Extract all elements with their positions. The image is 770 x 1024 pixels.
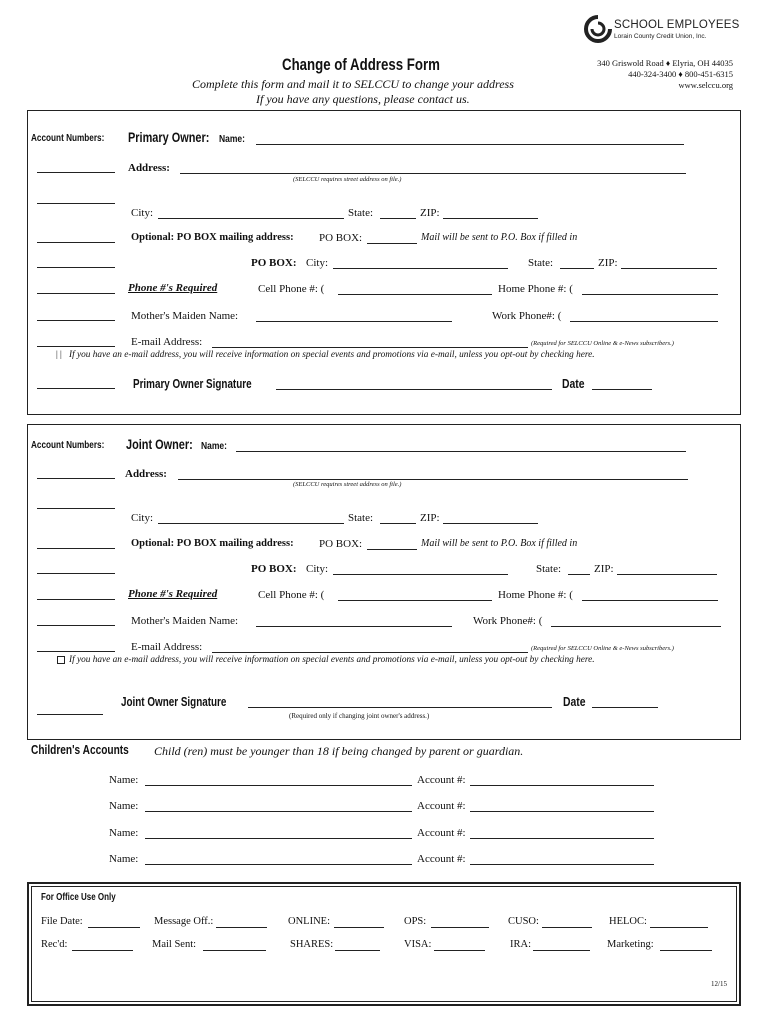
primary-signature-label: Primary Owner Signature [133, 376, 252, 391]
office-mail-sent-field[interactable] [203, 940, 266, 951]
primary-po-zip-label: ZIP: [598, 257, 618, 269]
primary-account-numbers-label: Account Numbers: [31, 133, 105, 144]
joint-cell-label: Cell Phone #: ( [258, 589, 325, 601]
office-cuso-field[interactable] [542, 917, 592, 928]
office-ops-label: OPS: [404, 916, 427, 927]
office-file-date-label: File Date: [41, 916, 83, 927]
office-online-field[interactable] [334, 917, 384, 928]
joint-po-zip-field[interactable] [617, 564, 717, 575]
primary-po-city-field[interactable] [333, 258, 508, 269]
office-ira-field[interactable] [533, 940, 590, 951]
cu-phones: 440-324-3400 ♦ 800-451-6315 [628, 69, 733, 79]
joint-email-label: E-mail Address: [131, 641, 203, 653]
joint-signature-field[interactable] [248, 697, 552, 708]
joint-state-field[interactable] [380, 513, 416, 524]
primary-po-city-label: City: [306, 257, 329, 269]
joint-work-label: Work Phone#: ( [473, 615, 543, 627]
child-1-account-label: Account #: [417, 774, 466, 786]
primary-owner-label: Primary Owner: [128, 129, 210, 145]
child-4-account-field[interactable] [470, 854, 654, 865]
primary-state-label: State: [348, 207, 374, 219]
office-cuso-label: CUSO: [508, 916, 539, 927]
joint-po-state-label: State: [536, 563, 562, 575]
primary-pobox-note: Mail will be sent to P.O. Box if filled in [421, 232, 578, 243]
logo-subtitle: Lorain County Credit Union, Inc. [614, 33, 707, 40]
joint-optout-checkbox[interactable] [57, 656, 65, 664]
joint-account-numbers-label: Account Numbers: [31, 440, 105, 451]
joint-optional-label: Optional: PO BOX mailing address: [131, 538, 294, 549]
primary-date-label: Date [562, 376, 585, 391]
joint-account-field-6[interactable] [37, 615, 115, 626]
primary-home-field[interactable] [582, 284, 718, 295]
office-online-label: ONLINE: [288, 916, 330, 927]
child-2-name-field[interactable] [145, 801, 412, 812]
primary-name-field[interactable] [256, 134, 684, 145]
office-marketing-field[interactable] [660, 940, 712, 951]
child-4-name-field[interactable] [145, 854, 412, 865]
logo [583, 14, 613, 44]
joint-account-field-1[interactable] [37, 468, 115, 479]
form-version: 12/15 [711, 980, 727, 988]
primary-zip-field[interactable] [443, 208, 538, 219]
joint-po-zip-label: ZIP: [594, 563, 614, 575]
office-message-off-label: Message Off.: [154, 916, 214, 927]
joint-email-field[interactable] [212, 642, 528, 653]
primary-account-field-5[interactable] [37, 283, 115, 294]
primary-po-state-field[interactable] [560, 258, 594, 269]
office-ira-label: IRA: [510, 939, 531, 950]
joint-date-label: Date [563, 694, 586, 709]
primary-work-field[interactable] [570, 311, 718, 322]
cu-address: 340 Griswold Road ♦ Elyria, OH 44035 [597, 58, 733, 68]
primary-email-note: (Required for SELCCU Online & e-News subscribers.) [531, 340, 674, 347]
primary-account-field-2[interactable] [37, 193, 115, 204]
office-message-off-field[interactable] [216, 917, 267, 928]
joint-city-field[interactable] [158, 513, 344, 524]
child-1-name-field[interactable] [145, 775, 412, 786]
joint-zip-field[interactable] [443, 513, 538, 524]
children-accounts-note: Child (ren) must be younger than 18 if being changed by parent or guardian. [154, 744, 524, 758]
primary-optional-label: Optional: PO BOX mailing address: [131, 232, 294, 243]
primary-address-label: Address: [128, 162, 170, 174]
office-marketing-label: Marketing: [607, 939, 654, 950]
office-use-heading: For Office Use Only [41, 892, 116, 903]
primary-zip-label: ZIP: [420, 207, 440, 219]
primary-state-field[interactable] [380, 208, 416, 219]
joint-account-field-7[interactable] [37, 641, 115, 652]
child-2-account-label: Account #: [417, 800, 466, 812]
joint-pobox-note: Mail will be sent to P.O. Box if filled in [421, 538, 578, 549]
child-3-account-label: Account #: [417, 827, 466, 839]
joint-pobox-label: PO BOX: [319, 538, 363, 550]
joint-account-field-5[interactable] [37, 589, 115, 600]
joint-cell-field[interactable] [338, 590, 492, 601]
joint-state-label: State: [348, 512, 374, 524]
child-2-account-field[interactable] [470, 801, 654, 812]
joint-name-field[interactable] [236, 441, 686, 452]
joint-maiden-field[interactable] [256, 616, 452, 627]
joint-po-state-field[interactable] [568, 564, 590, 575]
primary-name-label: Name: [219, 134, 245, 145]
joint-address-label: Address: [125, 468, 167, 480]
child-3-name-field[interactable] [145, 828, 412, 839]
office-recd-field[interactable] [72, 940, 133, 951]
office-heloc-field[interactable] [650, 917, 708, 928]
joint-signature-note: (Required only if changing joint owner's address.) [289, 712, 430, 720]
primary-cell-field[interactable] [338, 284, 492, 295]
primary-cell-label: Cell Phone #: ( [258, 283, 325, 295]
joint-account-field-3[interactable] [37, 538, 115, 549]
primary-home-label: Home Phone #: ( [498, 283, 573, 295]
joint-signature-label: Joint Owner Signature [121, 694, 227, 709]
office-visa-label: VISA: [404, 939, 432, 950]
office-visa-field[interactable] [434, 940, 485, 951]
office-shares-field[interactable] [335, 940, 380, 951]
joint-work-field[interactable] [551, 616, 721, 627]
subtitle-line-1: Complete this form and mail it to SELCCU to change your address [192, 77, 514, 91]
primary-address-note: (SELCCU requires street address on file.) [293, 176, 402, 183]
joint-account-field-8[interactable] [37, 704, 103, 715]
office-shares-label: SHARES: [290, 939, 334, 950]
child-3-name-label: Name: [109, 827, 139, 839]
joint-maiden-label: Mother's Maiden Name: [131, 615, 239, 627]
child-3-account-field[interactable] [470, 828, 654, 839]
primary-po-zip-field[interactable] [621, 258, 717, 269]
office-mail-sent-label: Mail Sent: [152, 939, 197, 950]
joint-city-label: City: [131, 512, 154, 524]
primary-account-field-8[interactable] [37, 378, 115, 389]
primary-pobox-label: PO BOX: [319, 232, 363, 244]
page-title: Change of Address Form [282, 55, 440, 74]
joint-owner-label: Joint Owner: [126, 436, 193, 452]
office-file-date-field[interactable] [88, 917, 140, 928]
primary-address-field[interactable] [180, 163, 686, 174]
primary-account-field-3[interactable] [37, 232, 115, 243]
primary-email-field[interactable] [212, 337, 528, 348]
cu-website: www.selccu.org [678, 80, 733, 90]
primary-pobox-field[interactable] [367, 233, 417, 244]
joint-pobox-city-label: PO BOX: [251, 563, 297, 575]
primary-account-field-1[interactable] [37, 162, 115, 173]
office-heloc-label: HELOC: [609, 916, 647, 927]
joint-address-note: (SELCCU requires street address on file.) [293, 481, 402, 488]
joint-optout-text: If you have an e-mail address, you will receive information on special events and promotions via e-mail, unless you opt-out by checking here. [69, 655, 595, 665]
joint-phone-required: Phone #'s Required [128, 588, 218, 600]
primary-optout-text: If you have an e-mail address, you will receive information on special events and promotions via e-mail, unless you opt-out by checking here. [69, 350, 595, 360]
primary-maiden-label: Mother's Maiden Name: [131, 310, 239, 322]
office-ops-field[interactable] [431, 917, 489, 928]
child-1-name-label: Name: [109, 774, 139, 786]
primary-email-label: E-mail Address: [131, 336, 203, 348]
primary-account-field-4[interactable] [37, 257, 115, 268]
child-4-name-label: Name: [109, 853, 139, 865]
primary-signature-field[interactable] [276, 379, 552, 390]
joint-address-field[interactable] [178, 469, 688, 480]
primary-po-state-label: State: [528, 257, 554, 269]
joint-account-field-2[interactable] [37, 498, 115, 509]
joint-date-field[interactable] [592, 697, 658, 708]
joint-home-label: Home Phone #: ( [498, 589, 573, 601]
children-accounts-heading: Children's Accounts [31, 742, 129, 757]
joint-zip-label: ZIP: [420, 512, 440, 524]
subtitle-line-2: If you have any questions, please contact us. [256, 92, 470, 106]
primary-account-field-6[interactable] [37, 310, 115, 321]
primary-pobox-city-label: PO BOX: [251, 257, 297, 269]
joint-po-city-field[interactable] [333, 564, 508, 575]
joint-account-field-4[interactable] [37, 563, 115, 574]
child-2-name-label: Name: [109, 800, 139, 812]
joint-email-note: (Required for SELCCU Online & e-News subscribers.) [531, 645, 674, 652]
primary-account-field-7[interactable] [37, 336, 115, 347]
primary-city-field[interactable] [158, 208, 344, 219]
child-4-account-label: Account #: [417, 853, 466, 865]
primary-date-field[interactable] [592, 379, 652, 390]
joint-home-field[interactable] [582, 590, 718, 601]
primary-optout-checkbox[interactable]: | | [56, 349, 62, 359]
primary-maiden-field[interactable] [256, 311, 452, 322]
joint-pobox-field[interactable] [367, 539, 417, 550]
primary-phone-required: Phone #'s Required [128, 282, 218, 294]
logo-swirl-icon [583, 14, 613, 44]
joint-name-label: Name: [201, 441, 227, 452]
child-1-account-field[interactable] [470, 775, 654, 786]
primary-city-label: City: [131, 207, 154, 219]
office-recd-label: Rec'd: [41, 939, 68, 950]
joint-po-city-label: City: [306, 563, 329, 575]
primary-work-label: Work Phone#: ( [492, 310, 562, 322]
logo-name: SCHOOL EMPLOYEES [614, 19, 740, 31]
